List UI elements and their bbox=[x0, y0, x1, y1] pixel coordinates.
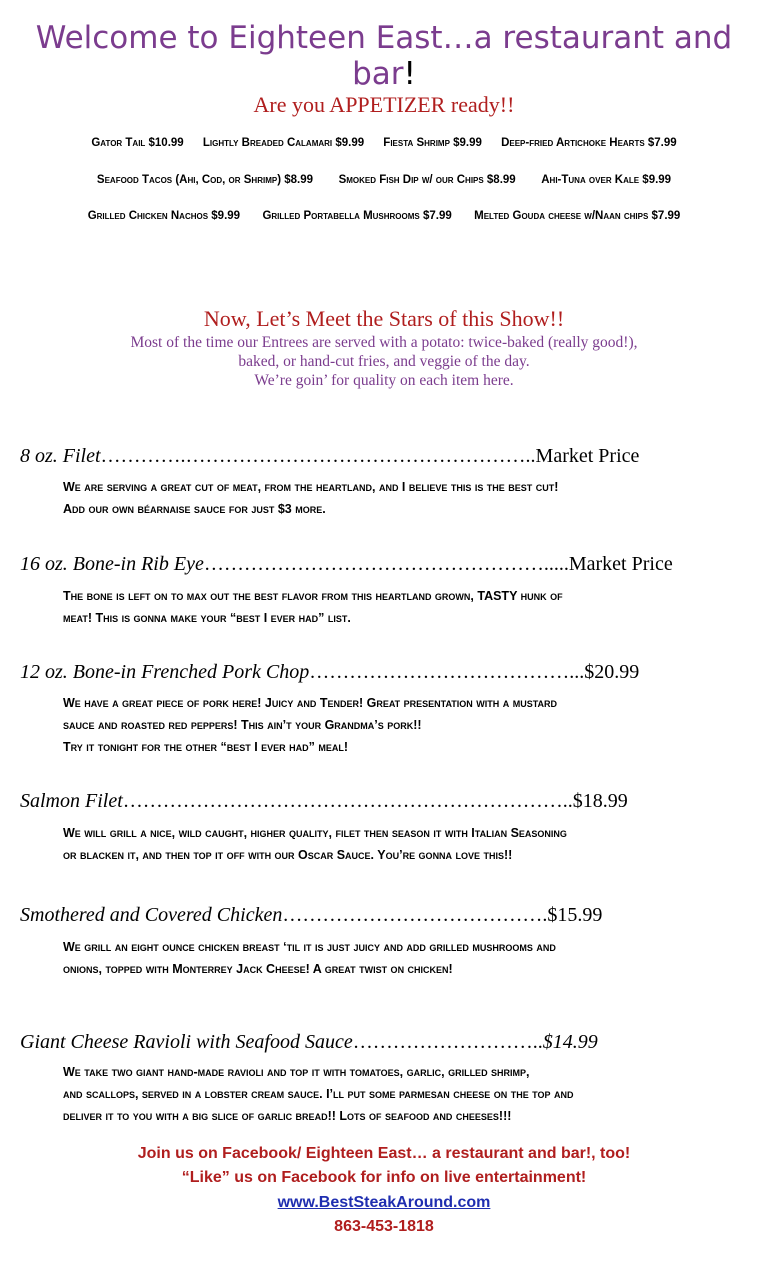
entree-price: $20.99 bbox=[584, 661, 640, 683]
entree-leader: …………………………………. bbox=[282, 904, 548, 926]
entree-title bbox=[20, 661, 639, 684]
entree-name: Smothered and Covered Chicken bbox=[20, 904, 283, 926]
entree-description bbox=[63, 692, 753, 758]
entree-leader: ……………………….. bbox=[352, 1031, 543, 1053]
entree-title bbox=[20, 553, 673, 576]
entree-description bbox=[63, 585, 753, 629]
desc-line: We take two giant hand-made ravioli and top it with tomatoes, garlic, grilled shrimp, bbox=[63, 1065, 530, 1079]
appetizer-item: Ahi-Tuna over Kale $9.99 bbox=[541, 174, 672, 186]
entree-title bbox=[20, 904, 602, 927]
appetizer-item: Lightly Breaded Calamari $9.99 bbox=[202, 137, 365, 149]
entree-title bbox=[20, 1031, 598, 1054]
desc-line: We will grill a nice, wild caught, higher quality, filet then season it with Italian Seasoning bbox=[63, 826, 567, 840]
entree-price: $18.99 bbox=[572, 790, 628, 812]
desc-line: meat! This is gonna make your “best I ever had” list. bbox=[63, 611, 351, 625]
desc-line: We grill an eight ounce chicken breast ‘til it is just juicy and add grilled mushrooms and bbox=[63, 940, 556, 954]
appetizer-item: Grilled Portabella Mushrooms $7.99 bbox=[262, 210, 452, 222]
entree-description bbox=[63, 936, 753, 980]
page-title bbox=[0, 20, 768, 92]
appetizer-item: Fiesta Shrimp $9.99 bbox=[383, 137, 482, 149]
entree-leader: ………………………………………………………….. bbox=[122, 790, 573, 812]
entree-name: 8 oz. Filet bbox=[20, 445, 101, 467]
entree-price: Market Price bbox=[535, 445, 640, 467]
entree-title bbox=[20, 445, 639, 468]
desc-line: deliver it to you with a big slice of garlic bread!! Lots of seafood and cheeses!!! bbox=[63, 1109, 512, 1123]
desc-line: We are serving a great cut of meat, from the heartland, and I believe this is the best cut! bbox=[63, 480, 559, 494]
entree-price: $14.99 bbox=[542, 1031, 598, 1053]
appetizer-item: Grilled Chicken Nachos $9.99 bbox=[87, 210, 241, 222]
footer-phone: 863-453-1818 bbox=[334, 1218, 434, 1235]
appetizer-item: Seafood Tacos (Ahi, Cod, or Shrimp) $8.99 bbox=[96, 174, 313, 186]
entree-name: 16 oz. Bone-in Rib Eye bbox=[20, 553, 204, 575]
website-link[interactable]: www.BestSteakAround.com bbox=[277, 1194, 491, 1211]
stars-line: baked, or hand-cut fries, and veggie of the day. bbox=[238, 353, 530, 370]
desc-line: Add our own béarnaise sauce for just $3 more. bbox=[63, 502, 326, 516]
appetizer-item: Deep-fried Artichoke Hearts $7.99 bbox=[501, 137, 677, 149]
appetizer-row-3 bbox=[0, 210, 768, 222]
appetizer-row-1 bbox=[0, 137, 768, 149]
desc-line: Try it tonight for the other “best I ever had” meal! bbox=[63, 740, 349, 754]
entree-description bbox=[63, 822, 753, 866]
entree-name: Giant Cheese Ravioli with Seafood Sauce bbox=[20, 1031, 353, 1053]
desc-line: sauce and roasted red peppers! This ain’t your Grandma’s pork!! bbox=[63, 718, 422, 732]
desc-line: The bone is left on to max out the best flavor from this heartland grown, TASTY hunk of bbox=[63, 589, 563, 603]
title-text: Welcome to Eighteen East…a restaurant and bar bbox=[35, 20, 733, 92]
footer-website bbox=[0, 1194, 768, 1212]
entree-title bbox=[20, 790, 628, 813]
stars-line: We’re goin’ for quality on each item here. bbox=[254, 372, 514, 389]
stars-heading: Now, Let’s Meet the Stars of this Show!! bbox=[203, 306, 565, 331]
entree-description bbox=[63, 1061, 753, 1127]
title-exclamation: ! bbox=[403, 56, 416, 92]
desc-line: or blacken it, and then top it off with our Oscar Sauce. You’re gonna love this!! bbox=[63, 848, 513, 862]
entree-leader: …………………………………... bbox=[309, 661, 585, 683]
footer-facebook-line: Join us on Facebook/ Eighteen East… a restaurant and bar!, too! bbox=[137, 1145, 631, 1162]
stars-line: Most of the time our Entrees are served with a potato: twice-baked (really good!), bbox=[130, 334, 638, 351]
desc-line: and scallops, served in a lobster cream sauce. I’ll put some parmesan cheese on the top and bbox=[63, 1087, 574, 1101]
appetizer-row-2 bbox=[0, 174, 768, 186]
entree-name: Salmon Filet bbox=[20, 790, 123, 812]
entree-description bbox=[63, 476, 753, 520]
desc-line: We have a great piece of pork here! Juicy and Tender! Great presentation with a mustard bbox=[63, 696, 558, 710]
appetizer-item: Melted Gouda cheese w/Naan chips $7.99 bbox=[474, 210, 681, 222]
appetizer-heading: Are you APPETIZER ready!! bbox=[253, 92, 515, 117]
appetizer-item: Smoked Fish Dip w/ our Chips $8.99 bbox=[338, 174, 516, 186]
entree-leader: ……………………………………………..... bbox=[203, 553, 569, 575]
entree-leader: ………….…………………………………………….. bbox=[100, 445, 536, 467]
entree-name: 12 oz. Bone-in Frenched Pork Chop bbox=[20, 661, 310, 683]
appetizer-item: Gator Tail $10.99 bbox=[91, 137, 184, 149]
footer-like-line: “Like” us on Facebook for info on live entertainment! bbox=[181, 1169, 587, 1186]
desc-line: onions, topped with Monterrey Jack Cheese! A great twist on chicken! bbox=[63, 962, 453, 976]
entree-price: $15.99 bbox=[547, 904, 603, 926]
entree-price: Market Price bbox=[568, 553, 673, 575]
